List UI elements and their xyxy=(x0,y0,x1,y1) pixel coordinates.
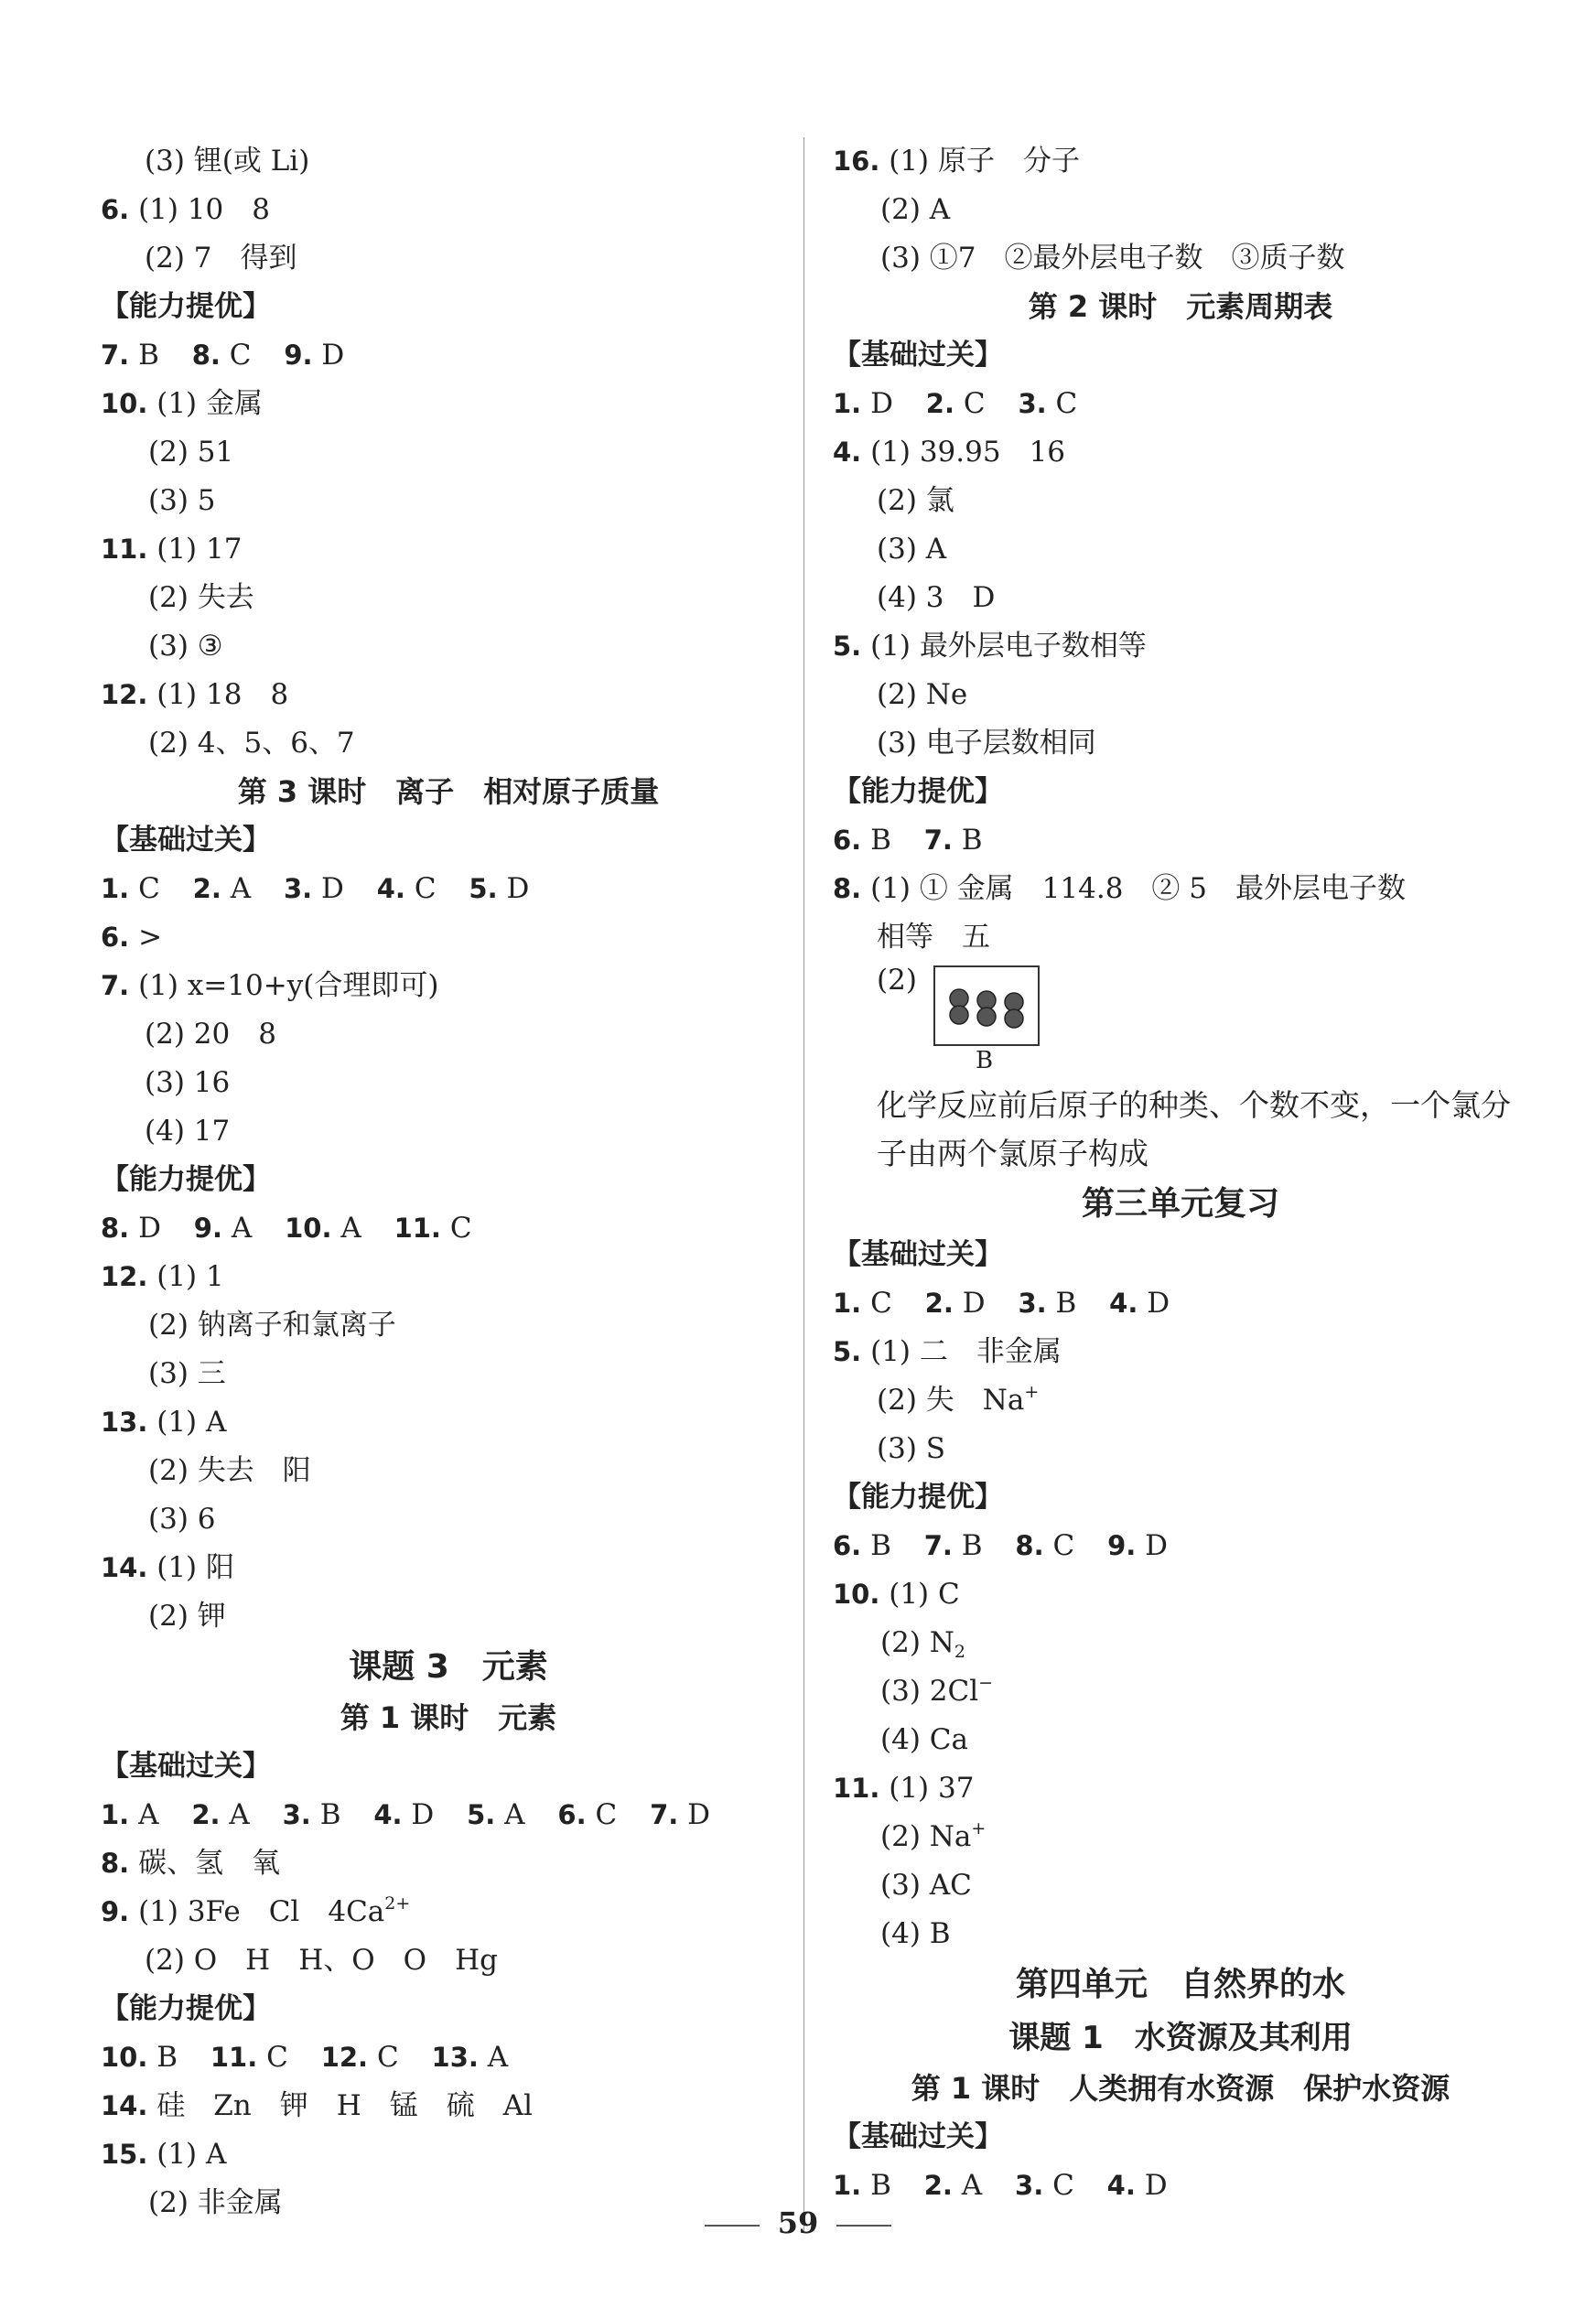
answer-row: 1. B 2. A 3. C 4. D xyxy=(833,2169,1168,2202)
question-14: 14. 硅 Zn 钾 H 锰 硫 Al xyxy=(101,2089,534,2122)
section-heading: 【能力提优】 xyxy=(101,1992,271,2025)
atom xyxy=(1005,1009,1023,1028)
answer-line: (2) $N_2$ xyxy=(880,1626,965,1662)
section-heading: 【基础过关】 xyxy=(101,824,271,857)
answer-line: (2) 4、5、6、7 xyxy=(148,727,355,760)
lesson-heading: 第 1 课时 元素 xyxy=(340,1700,557,1735)
section-heading: 【基础过关】 xyxy=(833,1238,1003,1271)
answer-row: 1. C 2. D 3. B 4. D xyxy=(833,1287,1170,1320)
answer-line: (2) A xyxy=(880,193,951,226)
page-number-dash xyxy=(705,2225,760,2227)
answer-line: (2) 钠离子和氯离子 xyxy=(148,1309,396,1342)
answer-row: 1. A 2. A 3. B 4. D 5. A 6. C 7. D xyxy=(101,1798,710,1831)
answer-line: (4) B xyxy=(880,1917,951,1950)
answer-row: 1. D 2. C 3. C xyxy=(833,387,1078,420)
answer-line: (3) 6 xyxy=(148,1503,216,1536)
question-12: 12. (1) 18 8 xyxy=(101,678,289,711)
answer-line: (2) Na+ xyxy=(880,1818,987,1853)
answer-line: (2) 失去 阳 xyxy=(148,1454,311,1487)
question-14: 14. (1) 阳 xyxy=(101,1551,234,1584)
question-16: 16. (1) 原子 分子 xyxy=(833,145,1080,178)
page-number-dash xyxy=(836,2225,891,2227)
question-6: 6. (1) 10 8 xyxy=(101,193,270,226)
answer-line: (3) 电子层数相同 xyxy=(877,727,1096,760)
answer-line: (4) 17 xyxy=(145,1115,231,1148)
lesson-heading: 第 1 课时 人类拥有水资源 保护水资源 xyxy=(911,2071,1450,2106)
section-heading: 【基础过关】 xyxy=(833,2120,1003,2153)
answer-line: 化学反应前后原子的种类、个数不变，一个氯分 xyxy=(877,1087,1511,1123)
section-heading: 【基础过关】 xyxy=(833,339,1003,372)
answer-line: (2) 7 得到 xyxy=(145,242,297,275)
section-heading: 【能力提优】 xyxy=(101,290,271,323)
answer-line: (2) Ne xyxy=(877,678,968,711)
answer-line: (3) ③ xyxy=(148,630,223,663)
figure-label: B xyxy=(976,1047,994,1074)
question-4: 4. (1) 39.95 16 xyxy=(833,436,1066,469)
answer-line: (4) 3 D xyxy=(877,581,996,614)
answer-line: (3) ①7 ②最外层电子数 ③质子数 xyxy=(880,242,1345,275)
question-5: 5. (1) 最外层电子数相等 xyxy=(833,630,1147,663)
section-heading: 【能力提优】 xyxy=(833,775,1003,808)
answer-row: 8. D 9. A 10. A 11. C xyxy=(101,1212,472,1245)
right-column xyxy=(833,137,1528,2210)
answer-line: (2) O H H、O O Hg xyxy=(145,1944,498,1977)
answer-line: (2) 51 xyxy=(148,436,234,469)
atom xyxy=(950,989,968,1008)
answer-line: (2) 非金属 xyxy=(148,2186,283,2219)
question-8: 8. 碳、氢 氧 xyxy=(101,1847,281,1880)
section-heading: 【基础过关】 xyxy=(101,1750,271,1783)
lesson-heading: 第 2 课时 元素周期表 xyxy=(1028,289,1333,324)
answer-row: 7. B 8. C 9. D xyxy=(101,339,345,372)
answer-line: (2) 20 8 xyxy=(145,1018,276,1051)
page-number: 59 xyxy=(0,2205,1596,2240)
question-11: 11. (1) 37 xyxy=(833,1772,975,1805)
answer-line: (4) Ca xyxy=(880,1723,968,1756)
question-13: 13. (1) A xyxy=(101,1406,227,1439)
question-12: 12. (1) 1 xyxy=(101,1260,224,1293)
answer-line: (3) S xyxy=(877,1432,946,1465)
atom xyxy=(977,991,996,1009)
section-heading: 【能力提优】 xyxy=(833,1481,1003,1514)
answer-line: (2) 失去 xyxy=(148,581,254,614)
question-9: 9. (1) 3Fe Cl $4Ca^{2+}$ xyxy=(101,1893,411,1928)
review-heading: 第三单元复习 xyxy=(1081,1185,1279,1223)
question-7: 7. (1) x=10+y(合理即可) xyxy=(101,969,439,1002)
answer-row: 1. C 2. A 3. D 4. C 5. D xyxy=(101,872,530,905)
answer-line: 子由两个氯原子构成 xyxy=(877,1136,1148,1171)
answer-line: (3) 5 xyxy=(148,484,216,517)
atom xyxy=(977,1008,996,1026)
answer-line: 相等 五 xyxy=(877,921,990,954)
topic-heading: 课题 1 水资源及其利用 xyxy=(1008,2020,1353,2056)
molecule-figure xyxy=(933,965,1040,1046)
answer-line: (3) 16 xyxy=(145,1066,231,1099)
answer-line: (2) 钾 xyxy=(148,1600,226,1633)
figure-row xyxy=(833,962,1528,1081)
answer-line: (3) AC xyxy=(880,1869,972,1902)
answer-row: 6. B 7. B 8. C 9. D xyxy=(833,1529,1168,1562)
question-8: 8. (1) ① 金属 114.8 ② 5 最外层电子数 xyxy=(833,872,1407,905)
topic-heading: 课题 3 元素 xyxy=(349,1648,548,1686)
answer-line: (3) 三 xyxy=(148,1357,226,1390)
answer-line: (3) A xyxy=(877,533,947,566)
answer-row: 6. B 7. B xyxy=(833,824,983,857)
question-6: 6. > xyxy=(101,921,163,954)
answer-line: (3) 锂(或 Li) xyxy=(145,145,310,178)
question-10: 10. (1) C xyxy=(833,1578,960,1611)
atom xyxy=(1005,993,1023,1011)
question-5: 5. (1) 二 非金属 xyxy=(833,1335,1062,1368)
answer-line: (3) 2Cl− xyxy=(880,1673,994,1708)
question-10: 10. (1) 金属 xyxy=(101,387,263,420)
chlorine-molecules-diagram xyxy=(935,967,1038,1044)
unit-heading: 第四单元 自然界的水 xyxy=(1015,1966,1345,2003)
answer-line: (2) xyxy=(877,964,917,997)
answer-row: 10. B 11. C 12. C 13. A xyxy=(101,2041,509,2074)
question-15: 15. (1) A xyxy=(101,2138,227,2171)
question-11: 11. (1) 17 xyxy=(101,533,243,566)
atom xyxy=(950,1006,968,1024)
left-column xyxy=(101,137,796,2227)
section-heading: 【能力提优】 xyxy=(101,1163,271,1196)
answer-line: (2) 失 Na+ xyxy=(877,1382,1040,1417)
answer-line: (2) 氯 xyxy=(877,484,954,517)
lesson-heading: 第 3 课时 离子 相对原子质量 xyxy=(237,774,660,809)
column-divider xyxy=(803,137,804,2233)
